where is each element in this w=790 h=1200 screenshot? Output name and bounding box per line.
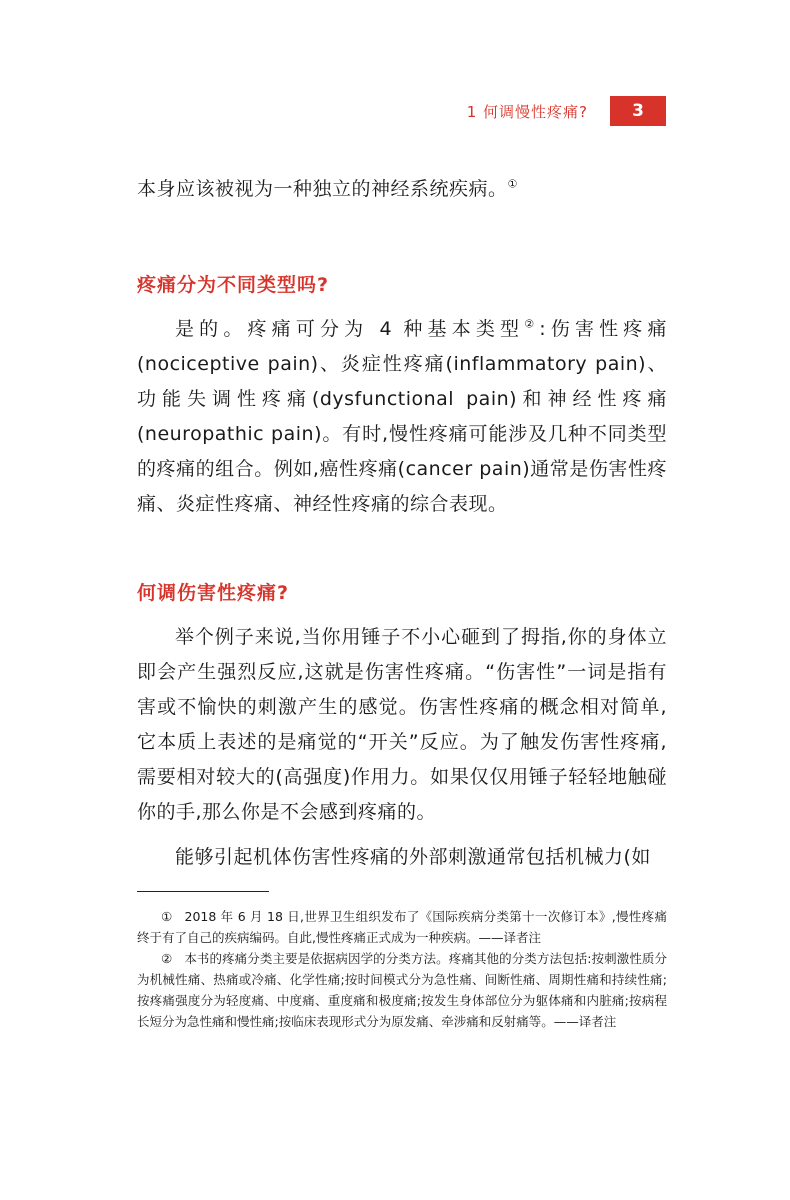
footnote-1 (137, 906, 667, 948)
footnote-ref-2[interactable]: ② (524, 317, 540, 331)
footnote-text: 本书的疼痛分类主要是依据病因学的分类方法。疼痛其他的分类方法包括:按刺激性质分为机械性痛、热痛或冷痛、化学性痛;按时间模式分为急性痛、间断性痛、周期性痛和持续性痛;按疼痛强度分为轻度痛、中度痛、重度痛和极度痛;按发生身体部位分为躯体痛和内脏痛;按病程长短分为急性痛和慢性痛;按临床表现形式分为原发痛、牵涉痛和反射痛等。——译者注 (137, 951, 667, 1029)
continued-text: 本身应该被视为一种独立的神经系统疾病。 (137, 178, 508, 200)
running-head (467, 96, 666, 126)
footnote-marker: ① (161, 909, 173, 924)
paragraph-stimuli: 能够引起机体伤害性疼痛的外部刺激通常包括机械力(如 (175, 846, 651, 868)
footnote-2 (137, 948, 667, 1032)
section-heading-types: 疼痛分为不同类型吗? (137, 274, 330, 296)
page-number: 3 (610, 96, 666, 126)
footnotes (137, 906, 667, 1032)
section-heading-nociceptive: 何调伤害性疼痛? (137, 582, 290, 604)
footnote-ref-1[interactable]: ① (507, 177, 518, 191)
paragraph-types (137, 312, 667, 522)
paragraph-nociceptive: 举个例子来说,当你用锤子不小心砸到了拇指,你的身体立即会产生强烈反应,这就是伤害性疼痛。“伤害性”一词是指有害或不愉快的刺激产生的感觉。伤害性疼痛的概念相对简单,它本质上表述的是痛觉的“开关”反应。为了触发伤害性疼痛,需要相对较大的(高强度)作用力。如果仅仅用锤子轻轻地触碰你的手,那么你是不会感到疼痛的。 (137, 626, 667, 823)
footnote-text: 2018 年 6 月 18 日,世界卫生组织发布了《国际疾病分类第十一次修订本》,慢性疼痛终于有了自己的疾病编码。自此,慢性疼痛正式成为一种疾病。——译者注 (137, 909, 667, 945)
paragraph-types-part1: 是的。疼痛可分为 4 种基本类型 (175, 318, 525, 340)
footnote-marker: ② (161, 951, 173, 966)
chapter-title: 1 何调慢性疼痛? (466, 102, 588, 121)
continued-paragraph (137, 172, 667, 207)
paragraph-types-part2: :伤害性疼痛(nociceptive pain)、炎症性疼痛(inflammatory pain)、功能失调性疼痛(dysfunctional pain)和神经性疼痛(neuropathic pain)。有时,慢性疼痛可能涉及几种不同类型的疼痛的组合。例如,癌性疼痛(cancer pain)通常是伤害性疼痛、炎症性疼痛、神经性疼痛的综合表现。 (137, 318, 667, 515)
footnote-divider (137, 891, 269, 892)
